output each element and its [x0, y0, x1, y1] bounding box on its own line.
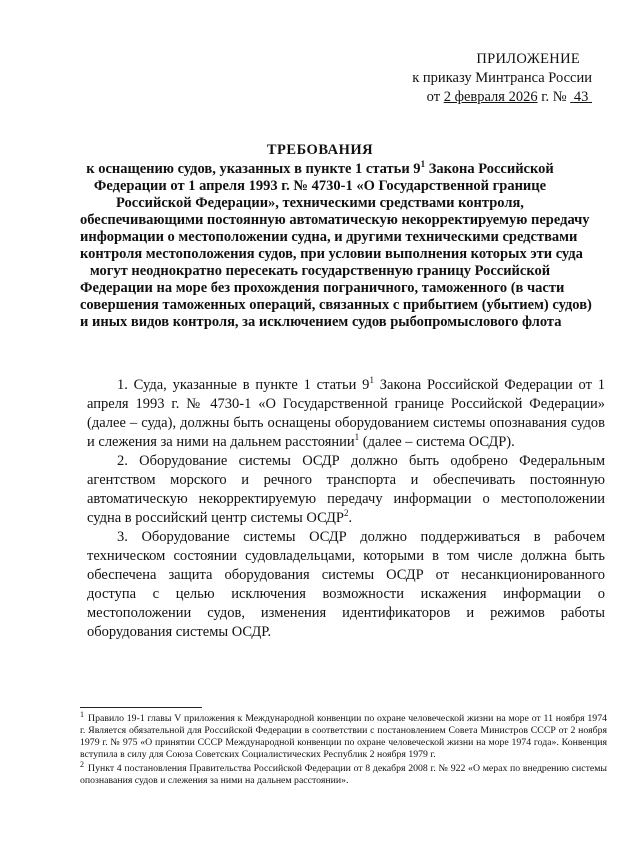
title-line: обеспечивающими постоянную автоматическую некорректируемую передачу	[80, 212, 590, 228]
title-line: могут неоднократно пересекать государственную границу Российской	[89, 263, 551, 279]
footnote-1: $^1$ Правило 19-1 главы V приложения к Международной конвенции по охране человеческой жизни на море от 11 ноября 1974 г. Является обязательной для Российской Федерации в соответствии с постановлением Совета Министров СССР от 2 ноября 1979 г. № 975 «О принятии СССР Международной конвенции по охране человеческой жизни на море 1974 года». Конвенция вступила в силу для Союза Советских Социалистических Республик 2 ноября 1979 г.	[80, 709, 607, 760]
order-number: 43	[573, 89, 589, 105]
title-line: совершения таможенных операций, связанных с прибытием (убытием) судов)	[80, 297, 592, 313]
title-line: к оснащению судов, указанных в пункте 1 статьи $9^1$ Закона Российской	[86, 159, 554, 177]
footnote-divider	[80, 707, 202, 708]
order-date-number	[332, 88, 592, 107]
year-number-label: г. №	[541, 89, 567, 105]
document-body	[87, 376, 605, 642]
paragraph-3: 3. Оборудование системы ОСДР должно поддерживаться в рабочем техническом состоянии судовладельцами, которыми в том числе должна быть обеспечена защита оборудования системы ОСДР от несанкционированного доступа с целью исключения возможности искажения информации о местоположении судов, изменения идентификаторов и режимов работы оборудования системы ОСДР.	[87, 529, 605, 640]
order-reference: к приказу Минтранса России	[412, 70, 592, 86]
footnote-ref-1: 1	[354, 432, 360, 443]
title-heading: ТРЕБОВАНИЯ	[266, 142, 374, 158]
date-prefix: от	[426, 89, 441, 105]
title-line: Федерации от 1 апреля 1993 г. № 4730-1 «О Государственной границе	[93, 178, 547, 194]
paragraph-2: 2. Оборудование системы ОСДР должно быть одобрено Федеральным агентством морского и речного транспорта и обеспечивать постоянную автоматическую некорректируемую передачу информации о местоположении судна в российский центр системы ОСДР$^2$.	[87, 453, 605, 526]
title-line: информации о местоположении судна, и другими техническими средствами	[80, 229, 578, 245]
title-line: Федерации на море без прохождения пограничного, таможенного (в части	[80, 280, 565, 296]
order-date: 2 февраля 2026	[443, 89, 538, 105]
footnote-2: $^2$ Пункт 4 постановления Правительства Российской Федерации от 8 декабря 2008 г. № 922 «О мерах по внедрению системы опознавания судов и слежения за ними на дальнем расстоянии».	[80, 759, 607, 786]
appendix-header	[332, 50, 592, 107]
title-line: Российской Федерации», техническими средствами контроля,	[116, 195, 524, 211]
footnote-ref-2: 2	[343, 508, 349, 519]
footnotes	[80, 709, 607, 789]
title-line: и иных видов контроля, за исключением судов рыбопромыслового флота	[80, 314, 562, 330]
title-line: контроля местоположения судов, при условии выполнения которых эти суда	[80, 246, 583, 262]
document-title	[80, 142, 592, 331]
paragraph-1: 1. Суда, указанные в пункте 1 статьи $9^1$ Закона Российской Федерации от 1 апреля 1993 г. № 4730-1 «О Государственной границе Российской Федерации» (далее – суда), должны быть оснащены оборудованием системы опознавания судов и слежения за ними на дальнем расстоянии$^1$ (далее – система ОСДР).	[87, 375, 605, 450]
appendix-label: ПРИЛОЖЕНИЕ	[476, 51, 580, 67]
